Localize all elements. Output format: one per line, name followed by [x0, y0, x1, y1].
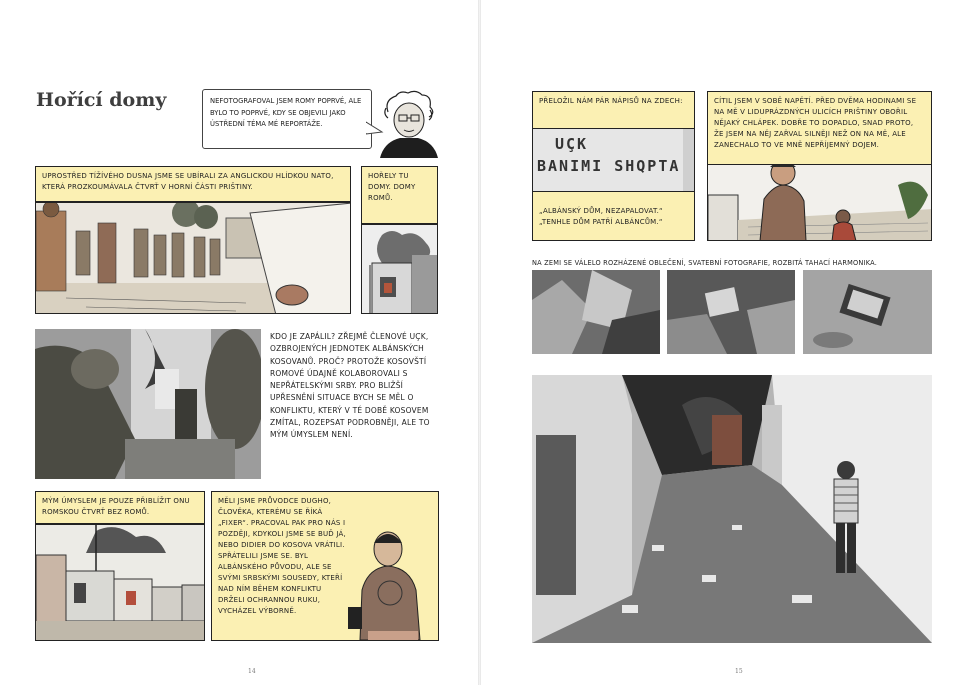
caption-patrol: [35, 166, 351, 202]
wall-text-banimi: BANIMI SHQPTA: [537, 157, 681, 175]
guide-dugho-figure: [348, 527, 436, 640]
intro-bubble-text: NEFOTOGRAFOVAL JSEM ROMY POPRVÉ, ALE BYLO TO POPRVÉ, KDY SE OBJEVILI JAKO ÚSTŘEDNÍ TÉMA MÉ REPORTÁŽE.: [210, 97, 362, 129]
graffiti-panel: [532, 129, 695, 191]
caption-translate-text: PŘELOŽIL NÁM PÁR NÁPISŮ NA ZDECH:: [539, 97, 683, 105]
page-title: Hořící domy: [36, 89, 167, 111]
page-number-left: 14: [248, 668, 256, 675]
intro-speech-bubble: [202, 89, 372, 149]
burning-house-illustration: [362, 225, 438, 314]
caption-intent-text: MÝM ÚMYSLEM JE POUZE PŘIBLÍŽIT ONU ROMSKOU ČTVRŤ BEZ ROMŮ.: [42, 497, 190, 516]
debris-image-3: [803, 270, 932, 354]
patrol-illustration: [36, 203, 351, 314]
street-encounter-panel: [707, 165, 932, 241]
left-page: [0, 0, 478, 685]
caption-quote-text: „ALBÁNSKÝ DŮM, NEZAPALOVAT.“ „TENHLE DŮM PATŘÍ ALBÁNCŮM.“: [539, 207, 663, 226]
caption-patrol-text: UPROSTŘED TÍŽÍVÉHO DUSNA JSME SE UBÍRALI ZA ANGLICKOU HLÍDKOU NATO, KTERÁ PROZKOUMÁVALA ČTVRŤ V HORNÍ ČÁSTI PRIŠTINY.: [42, 172, 334, 191]
debris-image-2: [667, 270, 795, 354]
caption-guide-text: MĚLI JSME PRŮVODCE DUGHO, ČLOVĚKA, KTERÉMU SE ŘÍKÁ „FIXER“. PRACOVAL PAK PRO NÁS I POZDĚJI, KDYKOLI JSME SE BUĎ JÁ, NEBO DIDIER DO KOSOVA VRÁTILI. SPŘÁTELILI JSME SE. BYL ALBÁNSKÉHO PŮVODU, ALE SE SVÝMI SRBSKÝMI SOUSEDY, KTEŘÍ NAD NÍM BĚHEM KONFLIKTU DRŽELI OCHRANNOU RUKU, VYCHÁZEL VÝBORNĚ.: [218, 497, 346, 615]
debris-photo-clothes: [532, 270, 660, 354]
soldiers-photo: [35, 329, 261, 479]
narrator-portrait: [374, 90, 444, 158]
debris-photo-wedding: [667, 270, 795, 354]
caption-burning-houses: [361, 166, 438, 224]
caption-houses-text: HOŘELY TU DOMY. DOMY ROMŮ.: [368, 172, 416, 202]
text-who-set-fire: KDO JE ZAPÁLIL? ZŘEJMĚ ČLENOVÉ UÇK, OZBROJENÝCH JEDNOTEK ALBÁNSKÝCH KOSOVANŮ. PROČ? PROTOŽE KOSOVŠTÍ ROMOVÉ ÚDAJNĚ KOLABOROVALI S NEPŘÁTELSKÝMI SRBY. PRO BLIŽŠÍ UPŘESNĚNÍ SITUACE BYCH SE MĚL O KONFLIKTU, KTERÝ V TÉ DOBĚ KOSOVEM ZMÍTAL, ROZEPSAT PODROBNĚJI, ALE TO MÝM ÚMYSLEM NENÍ.: [270, 332, 430, 440]
soldiers-photo-image: [35, 329, 261, 479]
empty-quarter-panel: [35, 524, 205, 641]
caption-translate: [532, 91, 695, 129]
alley-image: [532, 375, 932, 643]
alley-child-photo: [532, 375, 932, 643]
patrol-street-panel: [35, 202, 351, 314]
debris-photo-accordion: [803, 270, 932, 354]
caption-tension-text: CÍTIL JSEM V SOBĚ NAPĚTÍ. PŘED DVĚMA HODINAMI SE NA MĚ V LIDUPRÁZDNÝCH ULICÍCH PRIŠTINY OBOŘIL NĚJAKÝ CHLÁPEK. DOBŘE TO DOPADLO, SNAD PROTO, ŽE JSEM NA NĚJ ZAŘVAL SILNĚJI NEŽ ON NA MĚ, ALE ZANECHALO TO VE MNĚ NEPŘÍJEMNÝ DOJEM.: [714, 97, 917, 149]
page-number-right: 15: [735, 668, 743, 675]
text-ground-items: NA ZEMI SE VÁLELO ROZHÁZENÉ OBLEČENÍ, SVATEBNÍ FOTOGRAFIE, ROZBITÁ TAHACÍ HARMONIKA.: [532, 259, 877, 267]
caption-wall-quotes: [532, 191, 695, 241]
caption-tension: [707, 91, 932, 165]
burning-house-panel: [361, 224, 438, 314]
caption-intent: [35, 491, 205, 524]
debris-image-1: [532, 270, 660, 354]
street-encounter-illustration: [708, 165, 932, 241]
wall-text-uck: UÇK: [555, 135, 589, 153]
empty-quarter-illustration: [36, 525, 205, 641]
right-page: [481, 0, 958, 685]
